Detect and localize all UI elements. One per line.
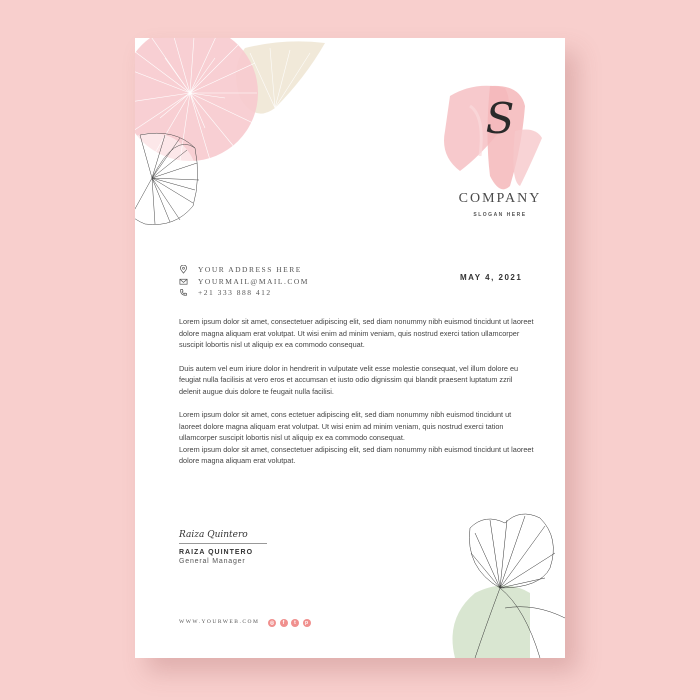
email-text: YOURMAIL@MAIL.COM [198, 276, 309, 286]
email-row [179, 276, 309, 287]
body-paragraph-1: Lorem ipsum dolor sit amet, consectetuer adipiscing elit, sed diam nonummy nibh euismod tincidunt ut laoreet dolore magna aliquam erat volutpat. Ut wisi enim ad minim veniam, quis nostrud exerci tation ullamcorper suscipit lobortis nisl ut aliquip ex ea commodo consequat. [179, 317, 534, 349]
twitter-icon[interactable]: t [291, 619, 299, 627]
instagram-icon[interactable]: ◎ [269, 620, 275, 626]
contact-info [179, 264, 309, 299]
envelope-icon [179, 277, 188, 286]
facebook-icon[interactable]: f [280, 619, 288, 627]
letter-body [179, 316, 535, 479]
phone-icon [179, 288, 188, 297]
pinterest-icon[interactable]: p [303, 619, 311, 627]
address-text: YOUR ADDRESS HERE [198, 265, 302, 274]
footer-website[interactable]: WWW.YOURWEB.COM [179, 619, 260, 625]
phone-text: +21 333 888 412 [198, 288, 272, 297]
address-row [179, 264, 309, 275]
company-logo [430, 76, 565, 246]
phone-row [179, 287, 309, 298]
letter-date: MAY 4, 2021 [460, 273, 523, 282]
floral-decoration-bottom-right [445, 508, 565, 658]
location-pin-icon [179, 265, 188, 274]
body-paragraph-3: Lorem ipsum dolor sit amet, cons ectetuer adipiscing elit, sed diam nonummy nibh euismod tincidunt ut laoreet dolore magna aliquam erat volutpat. Ut wisi enim ad minim veniam, quis nostrud exerci tation ullamcorper suscipit lobortis nisl ut aliquip ex ea commodo consequat. Lorem ipsum dolor sit amet, consectetuer adipiscing elit, sed diam nonummy nibh euismod tincidunt ut laoreet dolore magna aliquam erat volutpat. [179, 410, 534, 465]
signature-block [179, 530, 267, 565]
company-slogan: SLOGAN HERE [473, 212, 527, 218]
signer-title: General Manager [179, 558, 246, 565]
body-paragraph-2: Duis autem vel eum iriure dolor in hendrerit in vulputate velit esse molestie consequat, vel illum dolore eu feugiat nulla facilisis at vero eros et accumsan et iusto odio dignissim qui blandit praesent luptatum zzril delenit augue duis dolore te feugait nulla facilisi. [179, 363, 519, 396]
handwritten-signature: Raiza Quintero [179, 530, 267, 544]
letterhead-page [135, 38, 565, 658]
company-name: COMPANY [458, 191, 542, 206]
social-icons [268, 619, 314, 627]
logo-monogram: S [485, 94, 515, 143]
floral-decoration-top-left [135, 38, 335, 238]
signer-name: RAIZA QUINTERO [179, 549, 254, 556]
